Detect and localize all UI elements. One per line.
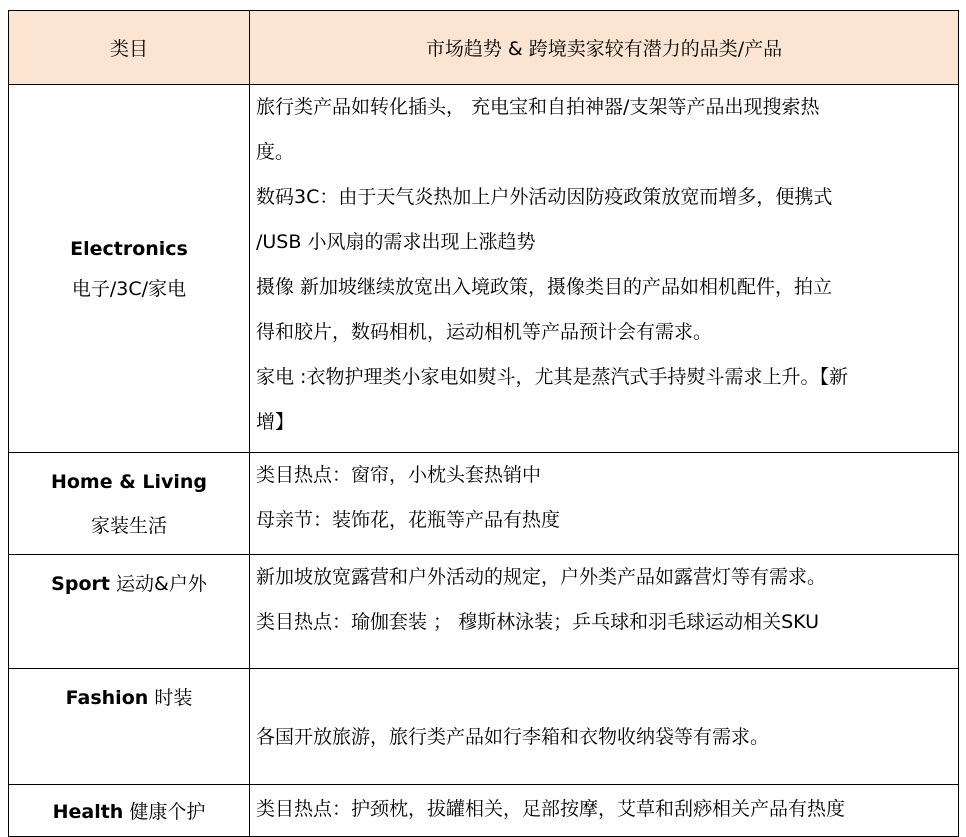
header-category: 类目 bbox=[9, 11, 250, 85]
category-cell bbox=[9, 555, 250, 669]
category-cn: 健康个护 bbox=[129, 801, 206, 823]
trend-line: 类目热点：瑜伽套装 ； 穆斯林泳装；乒乓球和羽毛球运动相关SKU bbox=[256, 611, 819, 633]
trend-cell bbox=[250, 669, 959, 785]
trend-line: 得和胶片，数码相机，运动相机等产品预计会有需求。 bbox=[256, 321, 713, 343]
trend-line: 母亲节：装饰花，花瓶等产品有热度 bbox=[256, 509, 561, 531]
trend-cell bbox=[250, 453, 959, 555]
category-en: Health bbox=[52, 801, 124, 823]
table-header-row bbox=[9, 11, 959, 85]
category-trends-table bbox=[8, 10, 959, 837]
trend-line: /USB 小风扇的需求出现上涨趋势 bbox=[256, 231, 536, 253]
trend-line: 增】 bbox=[256, 411, 295, 433]
category-cn: 电子/3C/家电 bbox=[71, 277, 187, 300]
category-en: Sport bbox=[51, 573, 110, 595]
category-en: Electronics bbox=[70, 237, 188, 260]
trend-line: 家电 :衣物护理类小家电如熨斗，尤其是蒸汽式手持熨斗需求上升。【新 bbox=[256, 366, 848, 388]
table-row bbox=[9, 669, 959, 785]
trend-line: 旅行类产品如转化插头， 充电宝和自拍神器/支架等产品出现搜索热 bbox=[256, 96, 820, 118]
blank-line bbox=[256, 669, 958, 715]
trend-cell bbox=[250, 85, 959, 453]
category-cn: 时装 bbox=[154, 687, 193, 709]
category-cn: 运动&户外 bbox=[116, 573, 207, 595]
trend-line: 度。 bbox=[256, 141, 295, 163]
category-cell bbox=[9, 669, 250, 785]
category-en: Home & Living bbox=[50, 470, 208, 493]
trend-cell bbox=[250, 785, 959, 837]
category-cell bbox=[9, 785, 250, 837]
trend-line: 新加坡放宽露营和户外活动的规定，户外类产品如露营灯等有需求。 bbox=[256, 566, 827, 588]
table-row bbox=[9, 785, 959, 837]
category-cn: 家装生活 bbox=[90, 514, 167, 537]
table-row bbox=[9, 453, 959, 555]
trend-line: 类目热点：窗帘，小枕头套热销中 bbox=[256, 464, 542, 486]
trend-line: 类目热点：护颈枕，拔罐相关，足部按摩，艾草和刮痧相关产品有热度 bbox=[256, 798, 846, 820]
table-row bbox=[9, 85, 959, 453]
trend-line: 各国开放旅游，旅行类产品如行李箱和衣物收纳袋等有需求。 bbox=[256, 726, 770, 748]
header-trends: 市场趋势 & 跨境卖家较有潜力的品类/产品 bbox=[250, 11, 959, 85]
table-row bbox=[9, 555, 959, 669]
category-cell bbox=[9, 85, 250, 453]
category-en: Fashion bbox=[65, 687, 149, 709]
trend-cell bbox=[250, 555, 959, 669]
trend-line: 数码3C：由于天气炎热加上户外活动因防疫政策放宽而增多，便携式 bbox=[256, 186, 833, 208]
category-cell bbox=[9, 453, 250, 555]
trend-line: 摄像 新加坡继续放宽出入境政策，摄像类目的产品如相机配件，拍立 bbox=[256, 276, 833, 298]
